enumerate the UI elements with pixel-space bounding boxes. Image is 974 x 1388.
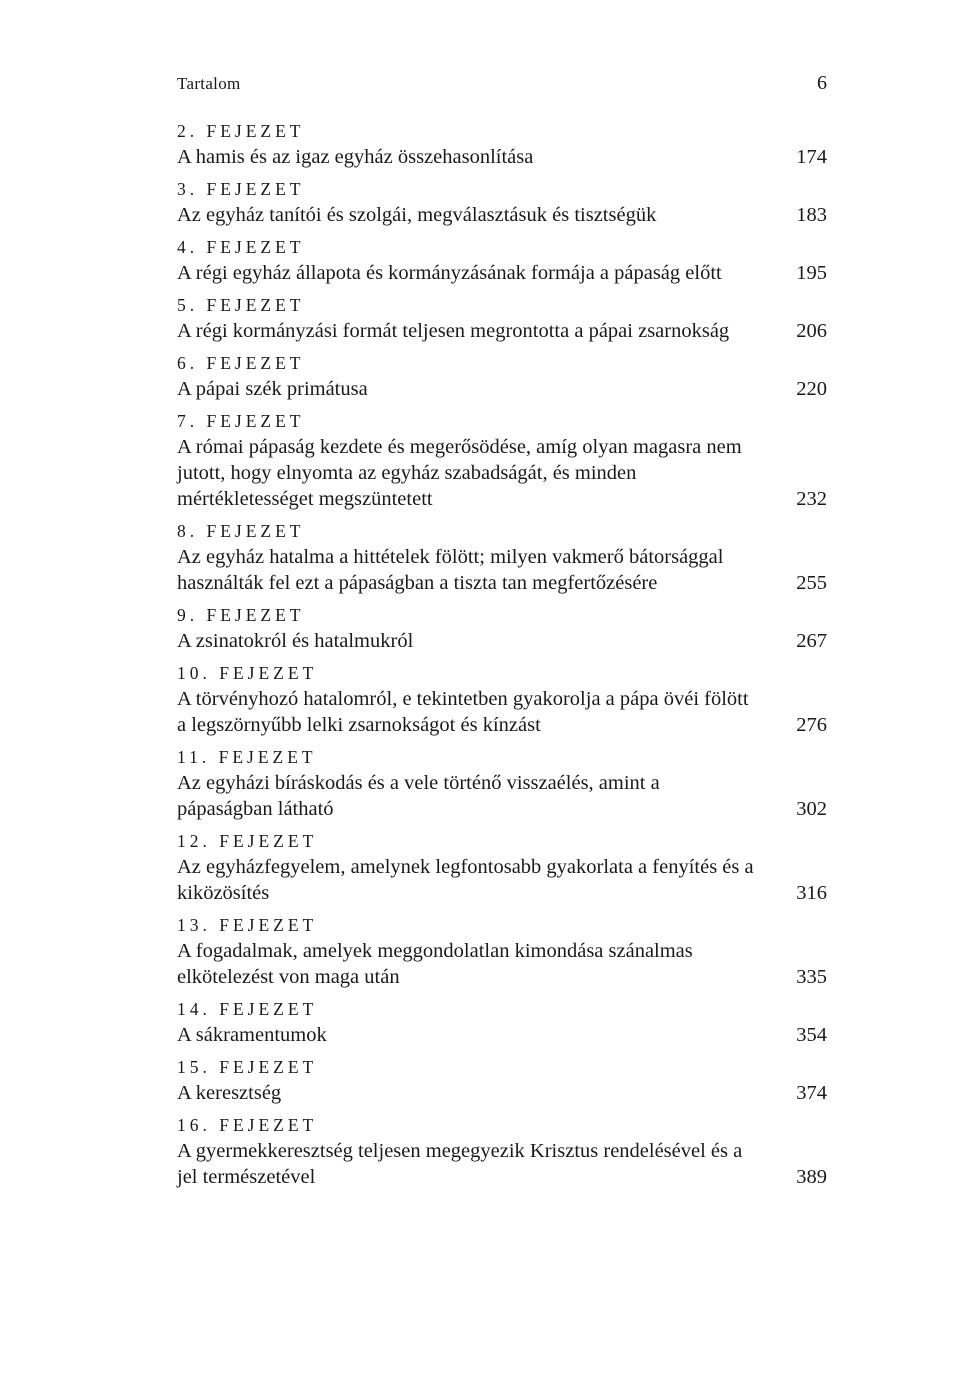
chapter-title: A római pápaság kezdete és megerősödése, amíg olyan magasra nem jutott, hogy elnyomta az egyház szabadságát, és minden mértékletességet megszüntetett	[177, 436, 742, 510]
chapter-label: 11. FEJEZET	[177, 747, 317, 767]
chapter-page-number: 174	[796, 146, 827, 168]
toc-entry-chapter-14[interactable]	[177, 996, 827, 1048]
chapter-title: A fogadalmak, amelyek meggondolatlan kimondása szánalmas elkötelezést von maga után	[177, 940, 693, 988]
toc-entry-chapter-9[interactable]	[177, 602, 827, 654]
toc-entry-chapter-7[interactable]	[177, 408, 827, 512]
toc-entry-chapter-12[interactable]	[177, 828, 827, 906]
chapter-label: 13. FEJEZET	[177, 915, 318, 935]
chapter-title: A zsinatokról és hatalmukról	[177, 630, 414, 652]
chapter-label: 8. FEJEZET	[177, 521, 305, 541]
chapter-title: A keresztség	[177, 1082, 282, 1104]
chapter-page-number: 302	[796, 798, 827, 820]
chapter-label: 7. FEJEZET	[177, 411, 305, 431]
toc-entry-chapter-11[interactable]	[177, 744, 827, 822]
chapter-title: A hamis és az igaz egyház összehasonlítása	[177, 146, 534, 168]
chapter-page-number: 255	[796, 572, 827, 594]
chapter-title: Az egyházfegyelem, amelynek legfontosabb gyakorlata a fenyítés és a kiközösítés	[177, 856, 754, 904]
chapter-title: A gyermekkeresztség teljesen megegyezik Krisztus rendelésével és a jel természetével	[177, 1140, 743, 1188]
chapter-label: 4. FEJEZET	[177, 237, 305, 257]
table-of-contents	[177, 118, 827, 1196]
chapter-page-number: 195	[796, 262, 827, 284]
chapter-label: 6. FEJEZET	[177, 353, 305, 373]
toc-entry-chapter-13[interactable]	[177, 912, 827, 990]
chapter-page-number: 316	[796, 882, 827, 904]
chapter-title: Az egyházi bíráskodás és a vele történő visszaélés, amint a pápaságban látható	[177, 772, 660, 820]
chapter-label: 5. FEJEZET	[177, 295, 305, 315]
chapter-page-number: 335	[796, 966, 827, 988]
chapter-page-number: 232	[796, 488, 827, 510]
toc-entry-chapter-8[interactable]	[177, 518, 827, 596]
chapter-label: 12. FEJEZET	[177, 831, 318, 851]
chapter-page-number: 267	[796, 630, 827, 652]
chapter-page-number: 183	[796, 204, 827, 226]
chapter-label: 14. FEJEZET	[177, 999, 318, 1019]
toc-entry-chapter-3[interactable]	[177, 176, 827, 228]
toc-entry-chapter-4[interactable]	[177, 234, 827, 286]
chapter-label: 2. FEJEZET	[177, 121, 305, 141]
chapter-page-number: 374	[796, 1082, 827, 1104]
chapter-label: 16. FEJEZET	[177, 1115, 318, 1135]
toc-entry-chapter-6[interactable]	[177, 350, 827, 402]
toc-entry-chapter-15[interactable]	[177, 1054, 827, 1106]
chapter-page-number: 220	[796, 378, 827, 400]
chapter-title: A törvényhozó hatalomról, e tekintetben gyakorolja a pápa övéi fölött a legszörnyűbb lelki zsarnokságot és kínzást	[177, 688, 749, 736]
running-head	[177, 74, 827, 98]
chapter-label: 10. FEJEZET	[177, 663, 318, 683]
chapter-page-number: 206	[796, 320, 827, 342]
chapter-page-number: 354	[796, 1024, 827, 1046]
chapter-label: 15. FEJEZET	[177, 1057, 318, 1077]
toc-entry-chapter-16[interactable]	[177, 1112, 827, 1190]
toc-entry-chapter-5[interactable]	[177, 292, 827, 344]
chapter-label: 3. FEJEZET	[177, 179, 305, 199]
running-title: Tartalom	[177, 74, 241, 93]
chapter-title: A pápai szék primátusa	[177, 378, 368, 400]
chapter-label: 9. FEJEZET	[177, 605, 305, 625]
chapter-title: Az egyház tanítói és szolgái, megválasztásuk és tisztségük	[177, 204, 657, 226]
chapter-page-number: 389	[796, 1166, 827, 1188]
page-number: 6	[817, 72, 827, 94]
toc-entry-chapter-2[interactable]	[177, 118, 827, 170]
chapter-title: A sákramentumok	[177, 1024, 327, 1046]
chapter-title: A régi kormányzási formát teljesen megrontotta a pápai zsarnokság	[177, 320, 730, 342]
chapter-page-number: 276	[796, 714, 827, 736]
toc-entry-chapter-10[interactable]	[177, 660, 827, 738]
chapter-title: Az egyház hatalma a hittételek fölött; milyen vakmerő bátorsággal használták fel ezt a pápaságban a tiszta tan megfertőzésére	[177, 546, 724, 594]
chapter-title: A régi egyház állapota és kormányzásának formája a pápaság előtt	[177, 262, 722, 284]
